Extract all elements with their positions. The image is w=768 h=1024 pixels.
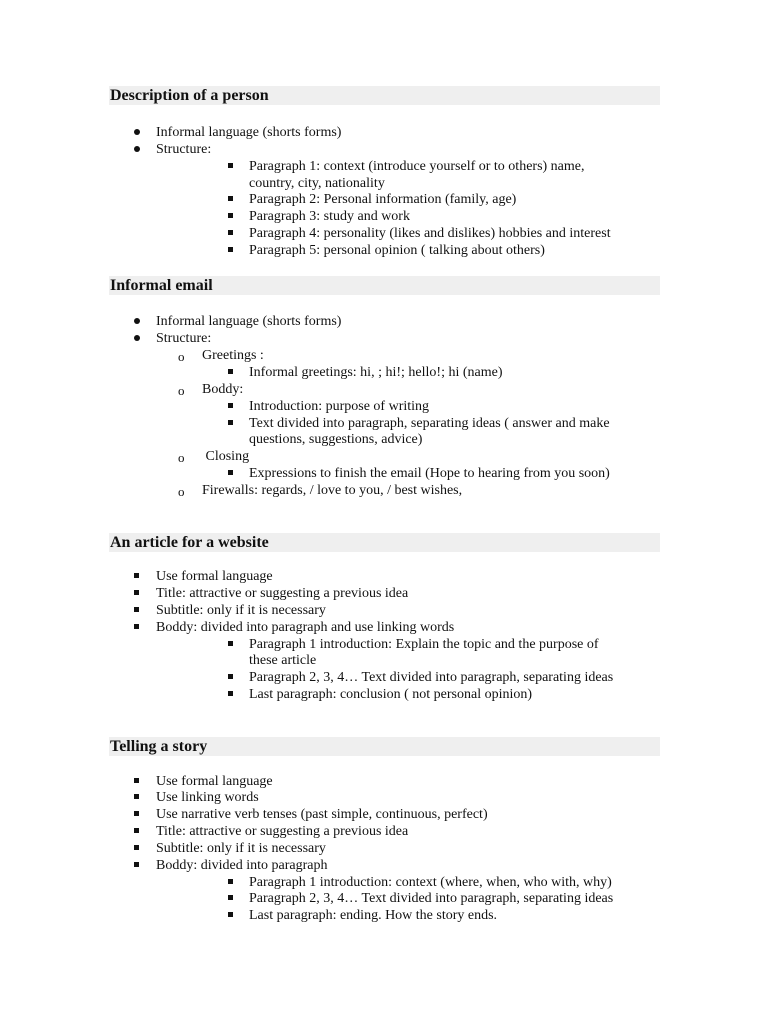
square-bullet-icon <box>228 196 233 201</box>
list-item: o Firewalls: regards, / love to you, / best wishes, <box>178 483 463 499</box>
list-item: Title: attractive or suggesting a previous idea <box>156 823 408 840</box>
square-bullet-icon <box>134 794 139 799</box>
list-item: Title: attractive or suggesting a previous idea <box>156 585 408 602</box>
circle-bullet-icon: o <box>178 450 185 465</box>
list-item-continuation: these article <box>249 653 317 668</box>
list-item: Informal greetings: hi, ; hi!; hello!; hi (name) <box>249 364 502 381</box>
section-description-of-a-person <box>109 86 660 105</box>
bullet-icon <box>134 129 140 135</box>
square-bullet-icon <box>134 624 139 629</box>
list-item: Paragraph 1 introduction: context (where, when, who with, why) <box>249 874 612 891</box>
square-bullet-icon <box>134 590 139 595</box>
list-item: o Greetings : <box>178 348 264 364</box>
square-bullet-icon <box>228 641 233 646</box>
list-item: Expressions to finish the email (Hope to hearing from you soon) <box>249 465 610 482</box>
square-bullet-icon <box>228 230 233 235</box>
list-item-continuation: country, city, nationality <box>249 176 385 191</box>
circle-bullet-icon: o <box>178 484 185 499</box>
list-item: Last paragraph: ending. How the story ends. <box>249 907 497 924</box>
square-bullet-icon <box>228 879 233 884</box>
square-bullet-icon <box>228 403 233 408</box>
list-item: Use formal language <box>156 773 273 790</box>
square-bullet-icon <box>134 828 139 833</box>
section-telling-a-story <box>109 737 660 756</box>
list-item: Boddy: divided into paragraph and use linking words <box>156 619 454 636</box>
list-item: Structure: <box>156 330 211 347</box>
section-heading: Telling a story <box>109 737 660 756</box>
list-item: Subtitle: only if it is necessary <box>156 840 326 857</box>
square-bullet-icon <box>134 778 139 783</box>
section-heading: Informal email <box>109 276 660 295</box>
list-item: Paragraph 4: personality (likes and dislikes) hobbies and interest <box>249 225 611 242</box>
square-bullet-icon <box>134 862 139 867</box>
list-item: Boddy: divided into paragraph <box>156 857 327 874</box>
square-bullet-icon <box>228 247 233 252</box>
list-item: Informal language (shorts forms) <box>156 313 341 330</box>
list-item: o Boddy: <box>178 382 244 398</box>
square-bullet-icon <box>134 573 139 578</box>
list-item: Use linking words <box>156 789 259 806</box>
square-bullet-icon <box>228 470 233 475</box>
section-heading: Description of a person <box>109 86 660 105</box>
list-item: Paragraph 2, 3, 4… Text divided into paragraph, separating ideas <box>249 890 613 907</box>
list-item: Use formal language <box>156 568 273 585</box>
list-item: Use narrative verb tenses (past simple, continuous, perfect) <box>156 806 488 823</box>
list-item: o Closing <box>178 449 250 465</box>
square-bullet-icon <box>228 674 233 679</box>
list-item: Paragraph 1: context (introduce yourself or to others) name, <box>249 158 585 175</box>
list-item: Paragraph 2: Personal information (family, age) <box>249 191 516 208</box>
bullet-icon <box>134 335 140 341</box>
list-item: Subtitle: only if it is necessary <box>156 602 326 619</box>
square-bullet-icon <box>228 369 233 374</box>
square-bullet-icon <box>228 163 233 168</box>
section-informal-email <box>109 276 660 295</box>
square-bullet-icon <box>228 213 233 218</box>
circle-bullet-icon: o <box>178 383 185 398</box>
square-bullet-icon <box>134 845 139 850</box>
bullet-icon <box>134 318 140 324</box>
circle-bullet-icon: o <box>178 349 185 364</box>
bullet-icon <box>134 146 140 152</box>
list-item: Informal language (shorts forms) <box>156 124 341 141</box>
square-bullet-icon <box>228 691 233 696</box>
list-item: Paragraph 2, 3, 4… Text divided into paragraph, separating ideas <box>249 669 613 686</box>
list-item: Text divided into paragraph, separating ideas ( answer and make <box>249 415 610 432</box>
square-bullet-icon <box>228 420 233 425</box>
square-bullet-icon <box>228 912 233 917</box>
list-item: Structure: <box>156 141 211 158</box>
list-item: Paragraph 5: personal opinion ( talking about others) <box>249 242 545 259</box>
list-item: Paragraph 1 introduction: Explain the topic and the purpose of <box>249 636 599 653</box>
section-article-for-a-website <box>109 533 660 552</box>
section-heading: An article for a website <box>109 533 660 552</box>
list-item-continuation: questions, suggestions, advice) <box>249 432 423 447</box>
square-bullet-icon <box>134 811 139 816</box>
list-item: Introduction: purpose of writing <box>249 398 429 415</box>
square-bullet-icon <box>228 895 233 900</box>
square-bullet-icon <box>134 607 139 612</box>
list-item: Paragraph 3: study and work <box>249 208 410 225</box>
list-item: Last paragraph: conclusion ( not personal opinion) <box>249 686 532 703</box>
